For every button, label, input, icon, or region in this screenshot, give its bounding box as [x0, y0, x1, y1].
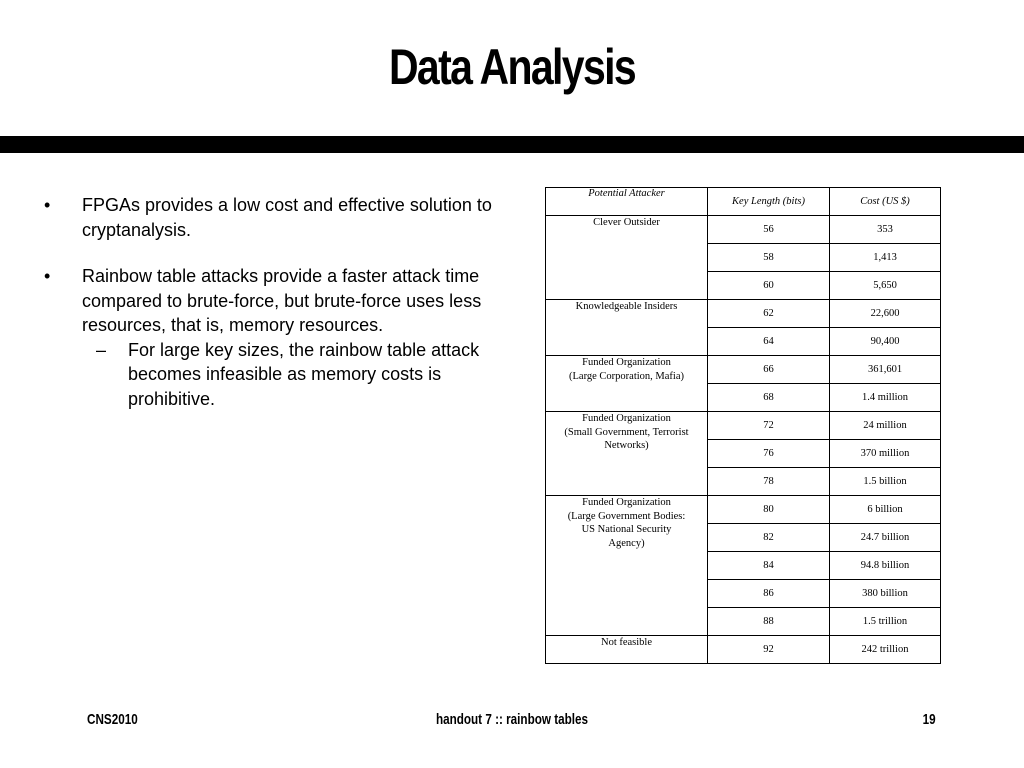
cost-cell: 353 — [830, 216, 941, 244]
key-length-cell: 80 — [708, 496, 830, 524]
cost-cell: 380 billion — [830, 580, 941, 608]
attacker-cost-table — [545, 187, 941, 664]
key-length-cell: 68 — [708, 384, 830, 412]
key-length-cell: 76 — [708, 440, 830, 468]
table-row — [546, 636, 941, 664]
table-row — [546, 300, 941, 328]
header-potential-attacker: Potential Attacker — [546, 188, 708, 216]
title-divider — [0, 136, 1024, 153]
attacker-cell — [546, 412, 708, 496]
key-length-cell: 78 — [708, 468, 830, 496]
attacker-label-line: (Large Government Bodies: — [567, 510, 686, 522]
attacker-cell — [546, 636, 708, 664]
key-length-cell: 58 — [708, 244, 830, 272]
sub-bullet-item — [44, 338, 524, 412]
cost-cell: 94.8 billion — [830, 552, 941, 580]
header-cost: Cost (US $) — [830, 188, 941, 216]
attacker-label-line: Funded Organization — [582, 497, 671, 508]
table-row — [546, 356, 941, 384]
attacker-label-line: US National Security — [581, 524, 672, 535]
bullet-marker: • — [44, 266, 51, 286]
bullet-list — [44, 193, 524, 411]
key-length-cell: 92 — [708, 636, 830, 664]
cost-cell: 361,601 — [830, 356, 941, 384]
key-length-cell: 88 — [708, 608, 830, 636]
table-row — [546, 496, 941, 524]
key-length-cell: 72 — [708, 412, 830, 440]
attacker-label-line: Knowledgeable Insiders — [575, 301, 678, 312]
cost-cell: 1,413 — [830, 244, 941, 272]
key-length-cell: 64 — [708, 328, 830, 356]
cost-cell: 1.5 billion — [830, 468, 941, 496]
cost-cell: 6 billion — [830, 496, 941, 524]
key-length-cell: 60 — [708, 272, 830, 300]
bullet-text: Rainbow table attacks provide a faster attack time compared to brute-force, but brute-force uses less resources, that is, memory resources. — [82, 266, 482, 335]
key-length-cell: 56 — [708, 216, 830, 244]
attacker-label-line: Not feasible — [600, 637, 653, 648]
attacker-label-line: (Small Government, Terrorist — [564, 426, 689, 438]
slide-title: Data Analysis — [388, 39, 636, 95]
bullet-marker: • — [44, 195, 51, 215]
bullet-item — [44, 193, 524, 242]
attacker-cell — [546, 216, 708, 300]
bullet-text: FPGAs provides a low cost and effective solution to cryptanalysis. — [82, 195, 492, 240]
key-length-cell: 62 — [708, 300, 830, 328]
bullet-item — [44, 264, 524, 338]
cost-cell: 22,600 — [830, 300, 941, 328]
cost-cell: 1.5 trillion — [830, 608, 941, 636]
footer-handout: handout 7 :: rainbow tables — [435, 711, 589, 728]
cost-cell: 24.7 billion — [830, 524, 941, 552]
attacker-cell — [546, 496, 708, 636]
table-row — [546, 412, 941, 440]
sub-bullet-text: For large key sizes, the rainbow table attack becomes infeasible as memory costs is prohibitive. — [128, 339, 480, 409]
attacker-label-line: Networks) — [604, 440, 649, 451]
cost-cell: 1.4 million — [830, 384, 941, 412]
attacker-label-line: Funded Organization — [582, 413, 671, 424]
table-body — [546, 216, 941, 664]
attacker-label-line: Clever Outsider — [593, 217, 660, 228]
table-row — [546, 216, 941, 244]
attacker-label-line: (Large Corporation, Mafia) — [569, 370, 684, 382]
cost-cell: 90,400 — [830, 328, 941, 356]
footer-course: CNS2010 — [87, 711, 138, 728]
key-length-cell: 86 — [708, 580, 830, 608]
attacker-label-line: Funded Organization — [582, 357, 671, 368]
cost-cell: 370 million — [830, 440, 941, 468]
table-header-row — [546, 188, 941, 216]
footer-page-number: 19 — [922, 711, 936, 728]
sub-bullet-marker: – — [96, 339, 107, 360]
attacker-label-line: Agency) — [608, 537, 645, 549]
header-key-length: Key Length (bits) — [708, 188, 830, 216]
key-length-cell: 84 — [708, 552, 830, 580]
cost-cell: 5,650 — [830, 272, 941, 300]
cost-cell: 242 trillion — [830, 636, 941, 664]
attacker-cell — [546, 356, 708, 412]
key-length-cell: 66 — [708, 356, 830, 384]
attacker-cell — [546, 300, 708, 356]
key-length-cell: 82 — [708, 524, 830, 552]
cost-cell: 24 million — [830, 412, 941, 440]
